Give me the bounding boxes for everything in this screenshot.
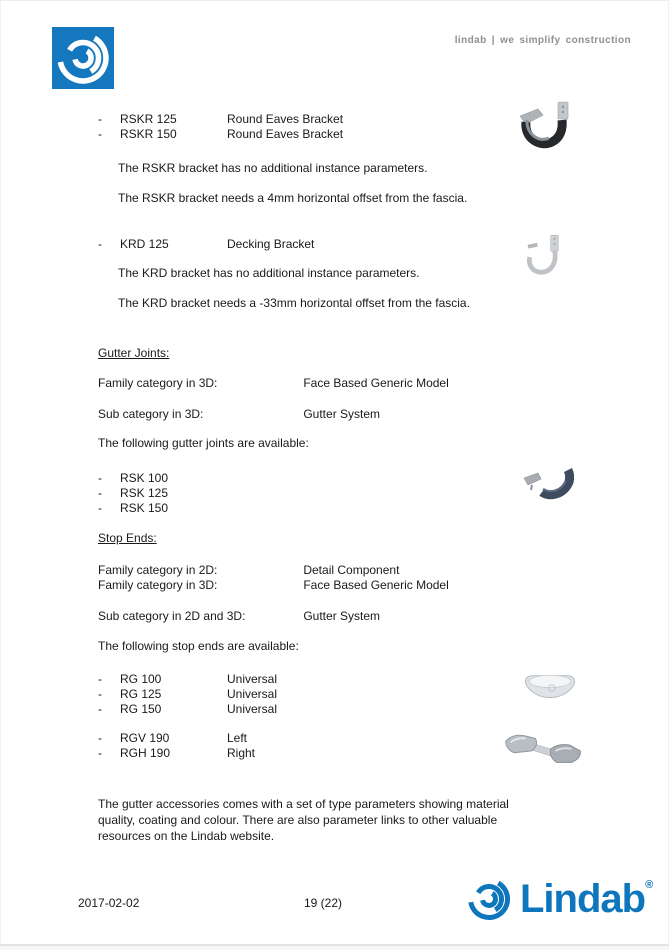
spec-row [98,407,380,422]
gutter-joint-image [522,464,574,500]
item-code: RG 100 [120,672,162,686]
list-item-rg-150 [98,702,277,717]
spec-value: Face Based Generic Model [303,376,449,390]
stop-end-universal-image [522,670,578,708]
krd-note-2: The KRD bracket needs a -33mm horizontal offset from the fascia. [118,296,470,310]
item-code: RGH 190 [120,746,171,760]
bullet: - [98,112,102,126]
item-desc: Left [227,731,248,745]
list-item-rg-100 [98,672,277,687]
item-desc: Decking Bracket [227,237,315,251]
item-desc: Right [227,746,256,760]
footer-date: 2017-02-02 [78,896,140,910]
list-item-rgh-190 [98,746,255,761]
footer-lindab-logo [464,872,653,926]
list-item-rskr-150 [98,127,343,142]
spec-label: Sub category in 2D and 3D: [98,609,246,623]
list-item-rg-125 [98,687,277,702]
spec-value: Gutter System [303,609,381,623]
item-code: RSK 100 [120,471,169,485]
bullet: - [98,731,102,745]
bullet: - [98,501,102,515]
item-code: RSKR 125 [120,112,177,126]
page-top-edge [0,0,669,1]
stop-ends-intro: The following stop ends are available: [98,639,299,653]
spec-row [98,376,449,391]
registered-trademark: ® [645,879,654,891]
gutter-joints-intro: The following gutter joints are available: [98,436,309,450]
list-item-rsk-100 [98,471,227,486]
decking-bracket-image [526,234,564,282]
spec-row [98,563,399,578]
closing-line-2: quality, coating and colour. There are also parameter links to other valuable [98,813,498,827]
spec-label: Family category in 2D: [98,563,218,577]
item-code: RGV 190 [120,731,170,745]
bullet: - [98,702,102,716]
rskr-note-1: The RSKR bracket has no additional instance parameters. [118,161,428,175]
item-code: KRD 125 [120,237,169,251]
item-desc: Universal [227,672,278,686]
spec-value: Gutter System [303,407,381,421]
header-tagline: lindab | we simplify construction [454,35,631,46]
spec-row [98,609,380,624]
bullet: - [98,237,102,251]
list-item-rsk-125 [98,486,227,501]
spec-label: Family category in 3D: [98,376,218,390]
bullet: - [98,127,102,141]
closing-line-3: resources on the Lindab website. [98,829,275,843]
bullet: - [98,486,102,500]
item-code: RSK 125 [120,486,169,500]
closing-paragraph [98,796,593,844]
bullet: - [98,687,102,701]
item-code: RSKR 150 [120,127,177,141]
krd-note-1: The KRD bracket has no additional instance parameters. [118,266,420,280]
item-code: RG 125 [120,687,162,701]
list-item-krd-125 [98,237,314,252]
lindab-wordmark: Lindab [520,877,646,921]
list-item-rsk-150 [98,501,227,516]
closing-line-1: The gutter accessories comes with a set of type parameters showing material [98,797,509,811]
item-code: RG 150 [120,702,162,716]
list-item-rskr-125 [98,112,343,127]
spec-label: Sub category in 3D: [98,407,204,421]
item-desc: Universal [227,702,278,716]
spec-value: Face Based Generic Model [303,578,449,592]
bullet: - [98,672,102,686]
lindab-mark-icon [464,872,514,926]
bullet: - [98,471,102,485]
stop-ends-left-right-image [502,726,584,770]
lindab-logo-icon [52,26,114,90]
round-eaves-bracket-image [514,100,578,158]
footer-page-number: 19 (22) [304,896,343,910]
item-code: RSK 150 [120,501,169,515]
rskr-note-2: The RSKR bracket needs a 4mm horizontal offset from the fascia. [118,191,468,205]
spec-row [98,578,449,593]
stop-ends-heading: Stop Ends: [98,531,157,545]
item-desc: Universal [227,687,278,701]
spec-value: Detail Component [303,563,400,577]
page-bottom-edge [0,944,669,950]
spec-label: Family category in 3D: [98,578,218,592]
gutter-joints-heading: Gutter Joints: [98,346,170,360]
list-item-rgv-190 [98,731,247,746]
item-desc: Round Eaves Bracket [227,112,344,126]
item-desc: Round Eaves Bracket [227,127,344,141]
bullet: - [98,746,102,760]
